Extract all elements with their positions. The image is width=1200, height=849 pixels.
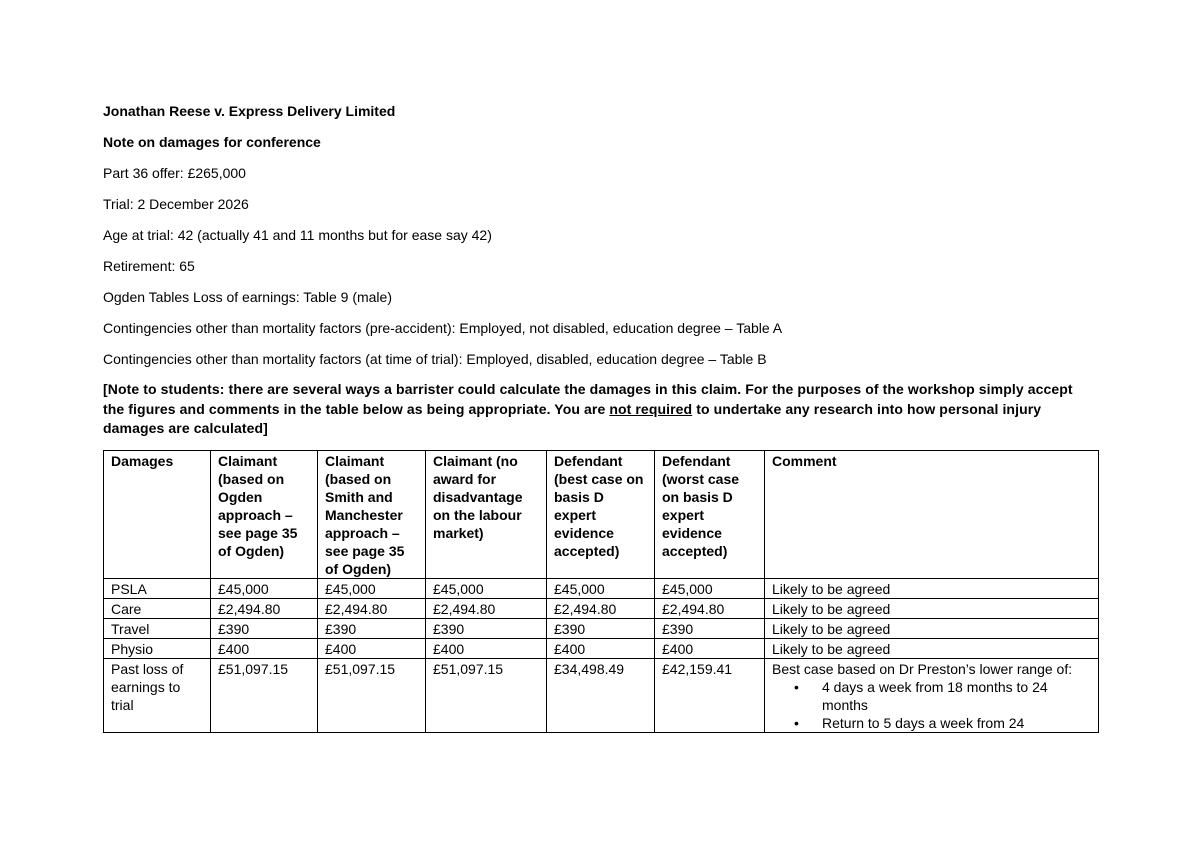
age-at-trial: Age at trial: 42 (actually 41 and 11 months but for ease say 42): [103, 227, 492, 243]
table-row: [104, 579, 1099, 599]
table-cell: £45,000: [547, 579, 655, 599]
table-cell: Travel: [104, 619, 211, 639]
comment-bullet: • 4 days a week from 18 months to 24 months: [822, 678, 1091, 714]
header-claimant-smith-manchester: Claimant (based on Smith and Manchester approach – see page 35 of Ogden): [318, 451, 426, 579]
table-cell: £45,000: [211, 579, 318, 599]
trial-date: Trial: 2 December 2026: [103, 196, 249, 212]
comment-cell: [765, 659, 1099, 733]
table-row: [104, 619, 1099, 639]
table-cell: £400: [211, 639, 318, 659]
table-cell: £45,000: [426, 579, 547, 599]
table-cell: £45,000: [318, 579, 426, 599]
student-note-before: [Note to students: there are several ways a barrister could calculate the damages in this claim. For the purposes of the workshop simply accept the figures and comments in the table below as being appropriate. You are: [103, 381, 1073, 417]
damages-table: [103, 450, 1099, 733]
document-subtitle: Note on damages for conference: [103, 134, 321, 150]
table-cell: £51,097.15: [211, 659, 318, 733]
header-damages: Damages: [104, 451, 211, 579]
comment-bullet: • Return to 5 days a week from 24: [822, 714, 1091, 732]
table-cell: £390: [547, 619, 655, 639]
table-cell: Past loss of earnings to trial: [104, 659, 211, 733]
comment-text: Best case based on Dr Preston’s lower range of:: [772, 661, 1073, 677]
table-cell: £400: [318, 639, 426, 659]
table-header-row: [104, 451, 1099, 579]
table-cell: £51,097.15: [318, 659, 426, 733]
student-note: [103, 380, 1093, 439]
retirement-age: Retirement: 65: [103, 258, 195, 274]
table-cell: £2,494.80: [318, 599, 426, 619]
table-row: [104, 659, 1099, 733]
comment-bullet-list: [772, 678, 1091, 732]
table-cell: £390: [318, 619, 426, 639]
document-title: Jonathan Reese v. Express Delivery Limited: [103, 103, 396, 119]
table-row: [104, 639, 1099, 659]
header-claimant-no-award: Claimant (no award for disadvantage on the labour market): [426, 451, 547, 579]
table-cell: £34,498.49: [547, 659, 655, 733]
table-row: [104, 599, 1099, 619]
contingencies-pre-accident: Contingencies other than mortality factors (pre-accident): Employed, not disabled, education degree – Table A: [103, 320, 783, 336]
table-cell: Likely to be agreed: [765, 619, 1099, 639]
table-cell: £390: [426, 619, 547, 639]
table-cell: £390: [211, 619, 318, 639]
table-cell: Likely to be agreed: [765, 599, 1099, 619]
table-cell: £400: [426, 639, 547, 659]
table-cell: £2,494.80: [211, 599, 318, 619]
table-cell: £2,494.80: [547, 599, 655, 619]
part-36-offer: Part 36 offer: £265,000: [103, 165, 246, 181]
table-cell: £400: [547, 639, 655, 659]
table-cell: £390: [655, 619, 765, 639]
table-cell: £42,159.41: [655, 659, 765, 733]
table-cell: £51,097.15: [426, 659, 547, 733]
student-note-after: to undertake any research into how personal injury damages are calculated]: [103, 400, 1042, 436]
header-defendant-best-case: Defendant (best case on basis D expert evidence accepted): [547, 451, 655, 579]
table-cell: £400: [655, 639, 765, 659]
header-defendant-worst-case: Defendant (worst case on basis D expert evidence accepted): [655, 451, 765, 579]
student-note-underlined: not required: [609, 400, 693, 417]
table-cell: PSLA: [104, 579, 211, 599]
table-cell: Care: [104, 599, 211, 619]
header-comment: Comment: [765, 451, 1099, 579]
table-cell: Physio: [104, 639, 211, 659]
table-cell: Likely to be agreed: [765, 579, 1099, 599]
ogden-table: Ogden Tables Loss of earnings: Table 9 (male): [103, 289, 392, 305]
table-cell: Likely to be agreed: [765, 639, 1099, 659]
table-cell: £45,000: [655, 579, 765, 599]
table-cell: £2,494.80: [426, 599, 547, 619]
table-cell: £2,494.80: [655, 599, 765, 619]
contingencies-at-trial: Contingencies other than mortality factors (at time of trial): Employed, disabled, education degree – Table B: [103, 351, 767, 367]
header-claimant-ogden: Claimant (based on Ogden approach – see page 35 of Ogden): [211, 451, 318, 579]
